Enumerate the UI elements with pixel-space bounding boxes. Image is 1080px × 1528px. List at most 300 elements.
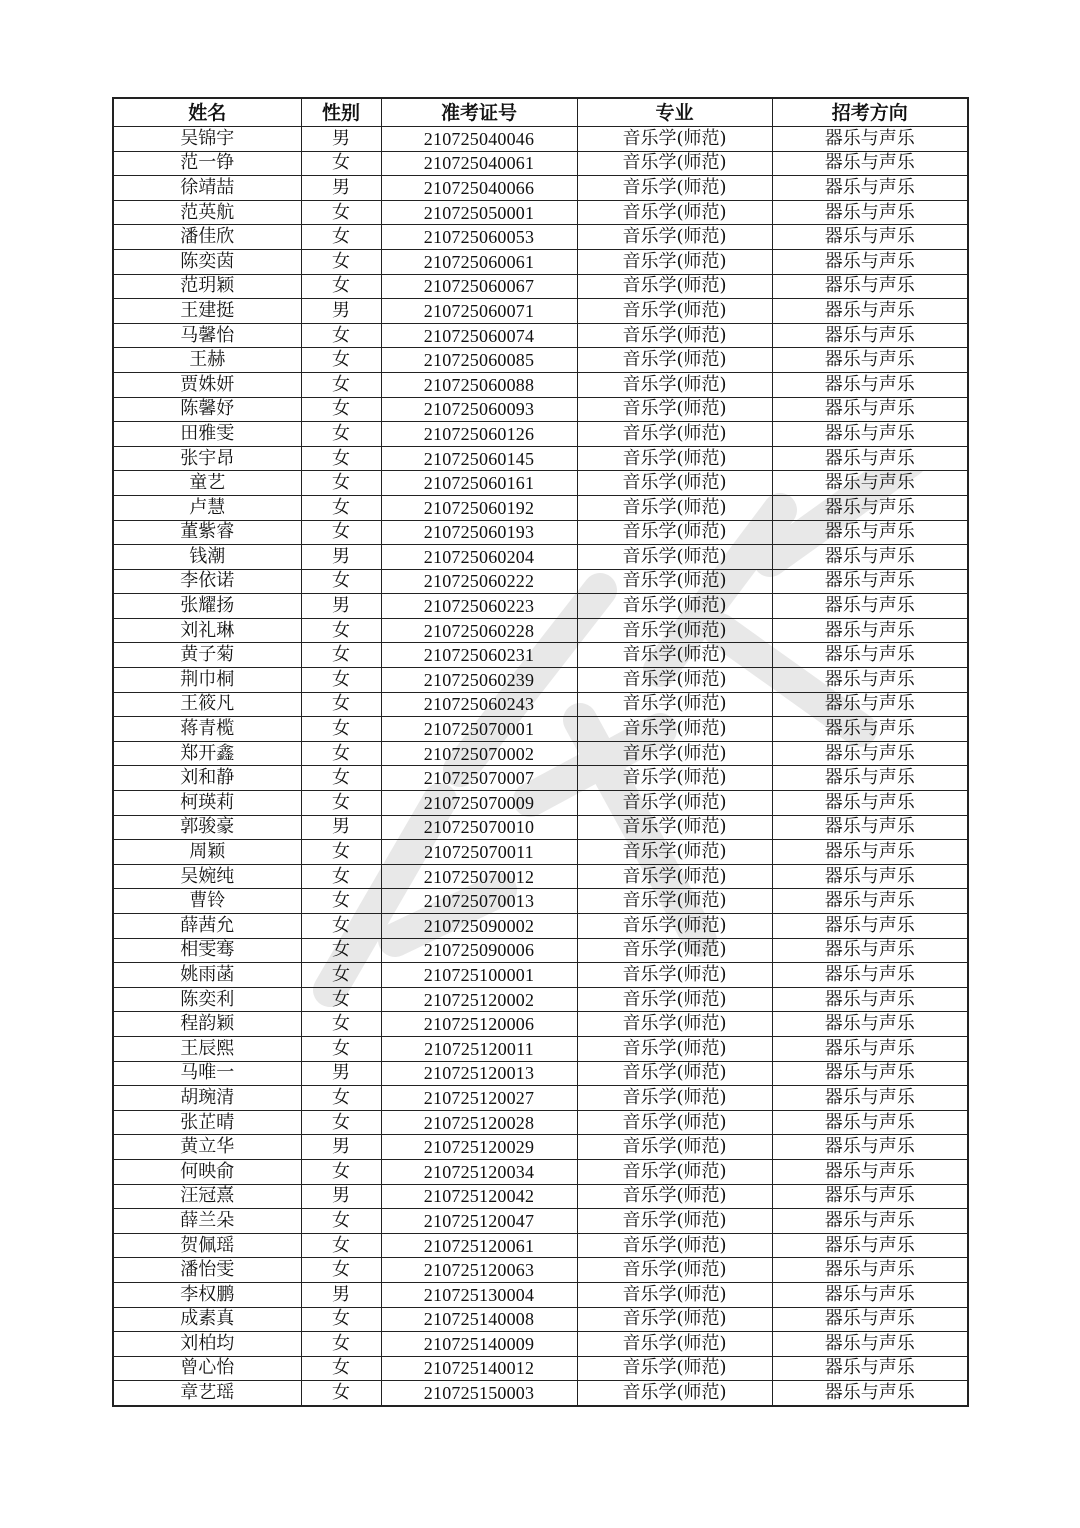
cell-gender: 男 (301, 815, 381, 840)
cell-gender: 女 (301, 717, 381, 742)
cell-major: 音乐学(师范) (577, 200, 772, 225)
cell-major: 音乐学(师范) (577, 1282, 772, 1307)
table-row (113, 1332, 968, 1357)
cell-major: 音乐学(师范) (577, 717, 772, 742)
cell-major: 音乐学(师范) (577, 1381, 772, 1406)
cell-exam-id: 210725060067 (381, 274, 577, 299)
cell-exam-id: 210725100001 (381, 963, 577, 988)
cell-major: 音乐学(师范) (577, 840, 772, 865)
cell-major: 音乐学(师范) (577, 741, 772, 766)
cell-exam-id: 210725060053 (381, 225, 577, 250)
cell-direction: 器乐与声乐 (772, 594, 968, 619)
cell-exam-id: 210725120029 (381, 1135, 577, 1160)
table-row (113, 299, 968, 324)
cell-direction: 器乐与声乐 (772, 889, 968, 914)
cell-name: 贾姝妍 (113, 372, 301, 397)
table-row (113, 225, 968, 250)
table-row (113, 1282, 968, 1307)
cell-exam-id: 210725060204 (381, 545, 577, 570)
cell-exam-id: 210725060161 (381, 471, 577, 496)
cell-direction: 器乐与声乐 (772, 323, 968, 348)
cell-exam-id: 210725060239 (381, 668, 577, 693)
cell-major: 音乐学(师范) (577, 914, 772, 939)
cell-major: 音乐学(师范) (577, 323, 772, 348)
cell-major: 音乐学(师范) (577, 422, 772, 447)
cell-gender: 女 (301, 471, 381, 496)
cell-gender: 女 (301, 397, 381, 422)
cell-gender: 女 (301, 1307, 381, 1332)
cell-name: 张宇昂 (113, 446, 301, 471)
table-row (113, 1233, 968, 1258)
table-row (113, 889, 968, 914)
cell-major: 音乐学(师范) (577, 446, 772, 471)
cell-major: 音乐学(师范) (577, 1307, 772, 1332)
cell-gender: 女 (301, 668, 381, 693)
table-row (113, 1184, 968, 1209)
cell-major: 音乐学(师范) (577, 127, 772, 152)
cell-major: 音乐学(师范) (577, 151, 772, 176)
cell-exam-id: 210725120027 (381, 1086, 577, 1111)
cell-direction: 器乐与声乐 (772, 446, 968, 471)
cell-gender: 男 (301, 1135, 381, 1160)
cell-gender: 女 (301, 348, 381, 373)
cell-major: 音乐学(师范) (577, 815, 772, 840)
cell-gender: 男 (301, 176, 381, 201)
cell-major: 音乐学(师范) (577, 397, 772, 422)
cell-direction: 器乐与声乐 (772, 938, 968, 963)
table-row (113, 815, 968, 840)
cell-direction: 器乐与声乐 (772, 1307, 968, 1332)
cell-major: 音乐学(师范) (577, 938, 772, 963)
cell-gender: 女 (301, 1036, 381, 1061)
cell-direction: 器乐与声乐 (772, 692, 968, 717)
cell-name: 汪冠熹 (113, 1184, 301, 1209)
cell-major: 音乐学(师范) (577, 471, 772, 496)
cell-exam-id: 210725120006 (381, 1012, 577, 1037)
cell-name: 徐靖喆 (113, 176, 301, 201)
cell-gender: 女 (301, 1110, 381, 1135)
cell-exam-id: 210725060093 (381, 397, 577, 422)
cell-major: 音乐学(师范) (577, 668, 772, 693)
cell-gender: 女 (301, 422, 381, 447)
cell-major: 音乐学(师范) (577, 1110, 772, 1135)
cell-name: 田雅雯 (113, 422, 301, 447)
cell-major: 音乐学(师范) (577, 1356, 772, 1381)
cell-exam-id: 210725090006 (381, 938, 577, 963)
cell-direction: 器乐与声乐 (772, 348, 968, 373)
table-row (113, 692, 968, 717)
cell-exam-id: 210725120028 (381, 1110, 577, 1135)
cell-name: 张芷晴 (113, 1110, 301, 1135)
cell-name: 陈奕茵 (113, 249, 301, 274)
cell-name: 潘佳欣 (113, 225, 301, 250)
table-row (113, 741, 968, 766)
table-row (113, 1061, 968, 1086)
cell-exam-id: 210725120042 (381, 1184, 577, 1209)
cell-exam-id: 210725060223 (381, 594, 577, 619)
table-row (113, 348, 968, 373)
cell-major: 音乐学(师范) (577, 594, 772, 619)
cell-name: 刘柏均 (113, 1332, 301, 1357)
cell-name: 陈馨妤 (113, 397, 301, 422)
cell-name: 李权鹏 (113, 1282, 301, 1307)
cell-gender: 男 (301, 594, 381, 619)
cell-direction: 器乐与声乐 (772, 987, 968, 1012)
cell-name: 郭骏豪 (113, 815, 301, 840)
cell-gender: 女 (301, 372, 381, 397)
cell-exam-id: 210725040046 (381, 127, 577, 152)
cell-gender: 男 (301, 1184, 381, 1209)
cell-exam-id: 210725140008 (381, 1307, 577, 1332)
cell-direction: 器乐与声乐 (772, 1356, 968, 1381)
cell-name: 陈奕利 (113, 987, 301, 1012)
header-direction: 招考方向 (772, 98, 968, 127)
table-header-row (113, 98, 968, 127)
cell-major: 音乐学(师范) (577, 1233, 772, 1258)
table-row (113, 569, 968, 594)
cell-major: 音乐学(师范) (577, 864, 772, 889)
cell-direction: 器乐与声乐 (772, 1209, 968, 1234)
cell-direction: 器乐与声乐 (772, 1258, 968, 1283)
table-row (113, 1110, 968, 1135)
cell-major: 音乐学(师范) (577, 1036, 772, 1061)
cell-direction: 器乐与声乐 (772, 668, 968, 693)
table-row (113, 200, 968, 225)
cell-exam-id: 210725060228 (381, 618, 577, 643)
cell-gender: 女 (301, 1258, 381, 1283)
cell-exam-id: 210725070001 (381, 717, 577, 742)
cell-direction: 器乐与声乐 (772, 741, 968, 766)
cell-direction: 器乐与声乐 (772, 1332, 968, 1357)
cell-name: 周颖 (113, 840, 301, 865)
cell-name: 郑开鑫 (113, 741, 301, 766)
cell-gender: 女 (301, 987, 381, 1012)
cell-gender: 女 (301, 323, 381, 348)
header-exam-id: 准考证号 (381, 98, 577, 127)
table-row (113, 495, 968, 520)
cell-major: 音乐学(师范) (577, 963, 772, 988)
cell-direction: 器乐与声乐 (772, 372, 968, 397)
cell-exam-id: 210725060231 (381, 643, 577, 668)
table-row (113, 1307, 968, 1332)
cell-gender: 女 (301, 446, 381, 471)
cell-name: 曾心怡 (113, 1356, 301, 1381)
cell-major: 音乐学(师范) (577, 225, 772, 250)
cell-direction: 器乐与声乐 (772, 1233, 968, 1258)
cell-gender: 女 (301, 741, 381, 766)
cell-major: 音乐学(师范) (577, 1184, 772, 1209)
cell-gender: 男 (301, 127, 381, 152)
cell-gender: 男 (301, 299, 381, 324)
table-row (113, 1356, 968, 1381)
table-row (113, 766, 968, 791)
cell-direction: 器乐与声乐 (772, 815, 968, 840)
cell-name: 王建挺 (113, 299, 301, 324)
cell-exam-id: 210725070010 (381, 815, 577, 840)
cell-name: 姚雨菡 (113, 963, 301, 988)
cell-name: 黄子菊 (113, 643, 301, 668)
cell-major: 音乐学(师范) (577, 643, 772, 668)
table-row (113, 471, 968, 496)
cell-gender: 女 (301, 864, 381, 889)
table-row (113, 914, 968, 939)
cell-name: 何映俞 (113, 1159, 301, 1184)
cell-major: 音乐学(师范) (577, 766, 772, 791)
cell-name: 范玥颖 (113, 274, 301, 299)
cell-exam-id: 210725060126 (381, 422, 577, 447)
admission-table (112, 97, 969, 1407)
cell-direction: 器乐与声乐 (772, 397, 968, 422)
cell-name: 吴锦宇 (113, 127, 301, 152)
cell-exam-id: 210725060085 (381, 348, 577, 373)
cell-exam-id: 210725070011 (381, 840, 577, 865)
cell-name: 钱潮 (113, 545, 301, 570)
cell-gender: 女 (301, 151, 381, 176)
cell-gender: 女 (301, 225, 381, 250)
cell-exam-id: 210725070012 (381, 864, 577, 889)
cell-name: 童艺 (113, 471, 301, 496)
cell-name: 马馨怡 (113, 323, 301, 348)
table-row (113, 987, 968, 1012)
cell-exam-id: 210725070002 (381, 741, 577, 766)
cell-direction: 器乐与声乐 (772, 545, 968, 570)
table-row (113, 938, 968, 963)
header-gender: 性别 (301, 98, 381, 127)
cell-gender: 女 (301, 1233, 381, 1258)
cell-exam-id: 210725060193 (381, 520, 577, 545)
cell-name: 张耀扬 (113, 594, 301, 619)
cell-major: 音乐学(师范) (577, 1258, 772, 1283)
table-row (113, 717, 968, 742)
cell-direction: 器乐与声乐 (772, 151, 968, 176)
cell-direction: 器乐与声乐 (772, 422, 968, 447)
table-row (113, 397, 968, 422)
cell-gender: 女 (301, 1356, 381, 1381)
cell-direction: 器乐与声乐 (772, 495, 968, 520)
table-row (113, 1159, 968, 1184)
table-row (113, 1258, 968, 1283)
table-row (113, 446, 968, 471)
cell-major: 音乐学(师范) (577, 372, 772, 397)
cell-name: 程韵颖 (113, 1012, 301, 1037)
table-row (113, 1036, 968, 1061)
table-row (113, 323, 968, 348)
cell-direction: 器乐与声乐 (772, 864, 968, 889)
table-row (113, 249, 968, 274)
cell-major: 音乐学(师范) (577, 545, 772, 570)
table-row (113, 1135, 968, 1160)
cell-name: 范一铮 (113, 151, 301, 176)
cell-exam-id: 210725060061 (381, 249, 577, 274)
cell-exam-id: 210725120063 (381, 1258, 577, 1283)
cell-major: 音乐学(师范) (577, 520, 772, 545)
table-row (113, 1086, 968, 1111)
cell-direction: 器乐与声乐 (772, 127, 968, 152)
cell-name: 薛茜允 (113, 914, 301, 939)
cell-gender: 女 (301, 249, 381, 274)
cell-exam-id: 210725120047 (381, 1209, 577, 1234)
cell-exam-id: 210725120011 (381, 1036, 577, 1061)
table-body (113, 127, 968, 1406)
cell-direction: 器乐与声乐 (772, 200, 968, 225)
cell-name: 刘礼琳 (113, 618, 301, 643)
cell-major: 音乐学(师范) (577, 348, 772, 373)
cell-direction: 器乐与声乐 (772, 1061, 968, 1086)
cell-major: 音乐学(师范) (577, 1086, 772, 1111)
header-major: 专业 (577, 98, 772, 127)
cell-exam-id: 210725040061 (381, 151, 577, 176)
cell-exam-id: 210725060222 (381, 569, 577, 594)
table-row (113, 594, 968, 619)
cell-exam-id: 210725060071 (381, 299, 577, 324)
cell-direction: 器乐与声乐 (772, 249, 968, 274)
cell-name: 范英航 (113, 200, 301, 225)
cell-name: 刘和静 (113, 766, 301, 791)
table-row (113, 520, 968, 545)
cell-direction: 器乐与声乐 (772, 643, 968, 668)
cell-direction: 器乐与声乐 (772, 914, 968, 939)
cell-direction: 器乐与声乐 (772, 1086, 968, 1111)
cell-name: 王赫 (113, 348, 301, 373)
cell-direction: 器乐与声乐 (772, 791, 968, 816)
table-row (113, 618, 968, 643)
cell-direction: 器乐与声乐 (772, 274, 968, 299)
cell-exam-id: 210725070009 (381, 791, 577, 816)
cell-name: 相雯骞 (113, 938, 301, 963)
cell-gender: 女 (301, 840, 381, 865)
cell-major: 音乐学(师范) (577, 987, 772, 1012)
cell-major: 音乐学(师范) (577, 274, 772, 299)
table-row (113, 1381, 968, 1406)
cell-gender: 女 (301, 1209, 381, 1234)
cell-gender: 女 (301, 766, 381, 791)
table-row (113, 1012, 968, 1037)
cell-major: 音乐学(师范) (577, 692, 772, 717)
cell-major: 音乐学(师范) (577, 495, 772, 520)
cell-exam-id: 210725040066 (381, 176, 577, 201)
cell-name: 马唯一 (113, 1061, 301, 1086)
cell-gender: 女 (301, 914, 381, 939)
cell-name: 董紫睿 (113, 520, 301, 545)
cell-direction: 器乐与声乐 (772, 618, 968, 643)
cell-direction: 器乐与声乐 (772, 299, 968, 324)
cell-major: 音乐学(师范) (577, 569, 772, 594)
cell-gender: 女 (301, 791, 381, 816)
table-row (113, 422, 968, 447)
cell-major: 音乐学(师范) (577, 889, 772, 914)
cell-gender: 女 (301, 643, 381, 668)
cell-gender: 女 (301, 274, 381, 299)
cell-gender: 女 (301, 963, 381, 988)
cell-name: 曹铃 (113, 889, 301, 914)
cell-name: 王筱凡 (113, 692, 301, 717)
cell-exam-id: 210725050001 (381, 200, 577, 225)
cell-major: 音乐学(师范) (577, 1209, 772, 1234)
cell-gender: 女 (301, 569, 381, 594)
table-row (113, 963, 968, 988)
table-row (113, 668, 968, 693)
cell-gender: 女 (301, 1159, 381, 1184)
cell-gender: 女 (301, 1086, 381, 1111)
cell-direction: 器乐与声乐 (772, 1159, 968, 1184)
cell-direction: 器乐与声乐 (772, 569, 968, 594)
cell-exam-id: 210725070013 (381, 889, 577, 914)
table-row (113, 791, 968, 816)
cell-direction: 器乐与声乐 (772, 1135, 968, 1160)
cell-direction: 器乐与声乐 (772, 225, 968, 250)
cell-major: 音乐学(师范) (577, 299, 772, 324)
cell-name: 荆巾桐 (113, 668, 301, 693)
cell-exam-id: 210725150003 (381, 1381, 577, 1406)
cell-direction: 器乐与声乐 (772, 963, 968, 988)
table-row (113, 1209, 968, 1234)
cell-exam-id: 210725060074 (381, 323, 577, 348)
cell-name: 卢慧 (113, 495, 301, 520)
cell-name: 成素真 (113, 1307, 301, 1332)
cell-name: 柯瑛莉 (113, 791, 301, 816)
cell-major: 音乐学(师范) (577, 618, 772, 643)
cell-gender: 女 (301, 938, 381, 963)
cell-name: 薛兰朵 (113, 1209, 301, 1234)
cell-gender: 女 (301, 200, 381, 225)
cell-gender: 女 (301, 495, 381, 520)
table-row (113, 643, 968, 668)
cell-major: 音乐学(师范) (577, 176, 772, 201)
cell-exam-id: 210725060192 (381, 495, 577, 520)
cell-gender: 女 (301, 618, 381, 643)
cell-exam-id: 210725130004 (381, 1282, 577, 1307)
cell-direction: 器乐与声乐 (772, 766, 968, 791)
cell-gender: 男 (301, 545, 381, 570)
cell-direction: 器乐与声乐 (772, 176, 968, 201)
cell-exam-id: 210725070007 (381, 766, 577, 791)
cell-exam-id: 210725140012 (381, 1356, 577, 1381)
cell-name: 王辰熙 (113, 1036, 301, 1061)
cell-major: 音乐学(师范) (577, 1159, 772, 1184)
cell-gender: 女 (301, 520, 381, 545)
cell-direction: 器乐与声乐 (772, 520, 968, 545)
cell-exam-id: 210725090002 (381, 914, 577, 939)
cell-major: 音乐学(师范) (577, 1135, 772, 1160)
cell-exam-id: 210725060088 (381, 372, 577, 397)
cell-name: 贺佩瑶 (113, 1233, 301, 1258)
cell-exam-id: 210725120061 (381, 1233, 577, 1258)
cell-direction: 器乐与声乐 (772, 717, 968, 742)
header-name: 姓名 (113, 98, 301, 127)
cell-direction: 器乐与声乐 (772, 1012, 968, 1037)
cell-major: 音乐学(师范) (577, 1332, 772, 1357)
cell-name: 潘怡雯 (113, 1258, 301, 1283)
table-row (113, 864, 968, 889)
cell-name: 章艺瑶 (113, 1381, 301, 1406)
table-row (113, 372, 968, 397)
cell-name: 李依诺 (113, 569, 301, 594)
cell-gender: 女 (301, 1381, 381, 1406)
cell-exam-id: 210725120002 (381, 987, 577, 1012)
cell-exam-id: 210725120034 (381, 1159, 577, 1184)
cell-direction: 器乐与声乐 (772, 1036, 968, 1061)
cell-major: 音乐学(师范) (577, 1012, 772, 1037)
table-row (113, 545, 968, 570)
cell-gender: 女 (301, 1012, 381, 1037)
cell-name: 吴婉纯 (113, 864, 301, 889)
cell-direction: 器乐与声乐 (772, 1282, 968, 1307)
cell-direction: 器乐与声乐 (772, 471, 968, 496)
cell-exam-id: 210725060243 (381, 692, 577, 717)
table-row (113, 176, 968, 201)
cell-gender: 女 (301, 1332, 381, 1357)
table-row (113, 840, 968, 865)
